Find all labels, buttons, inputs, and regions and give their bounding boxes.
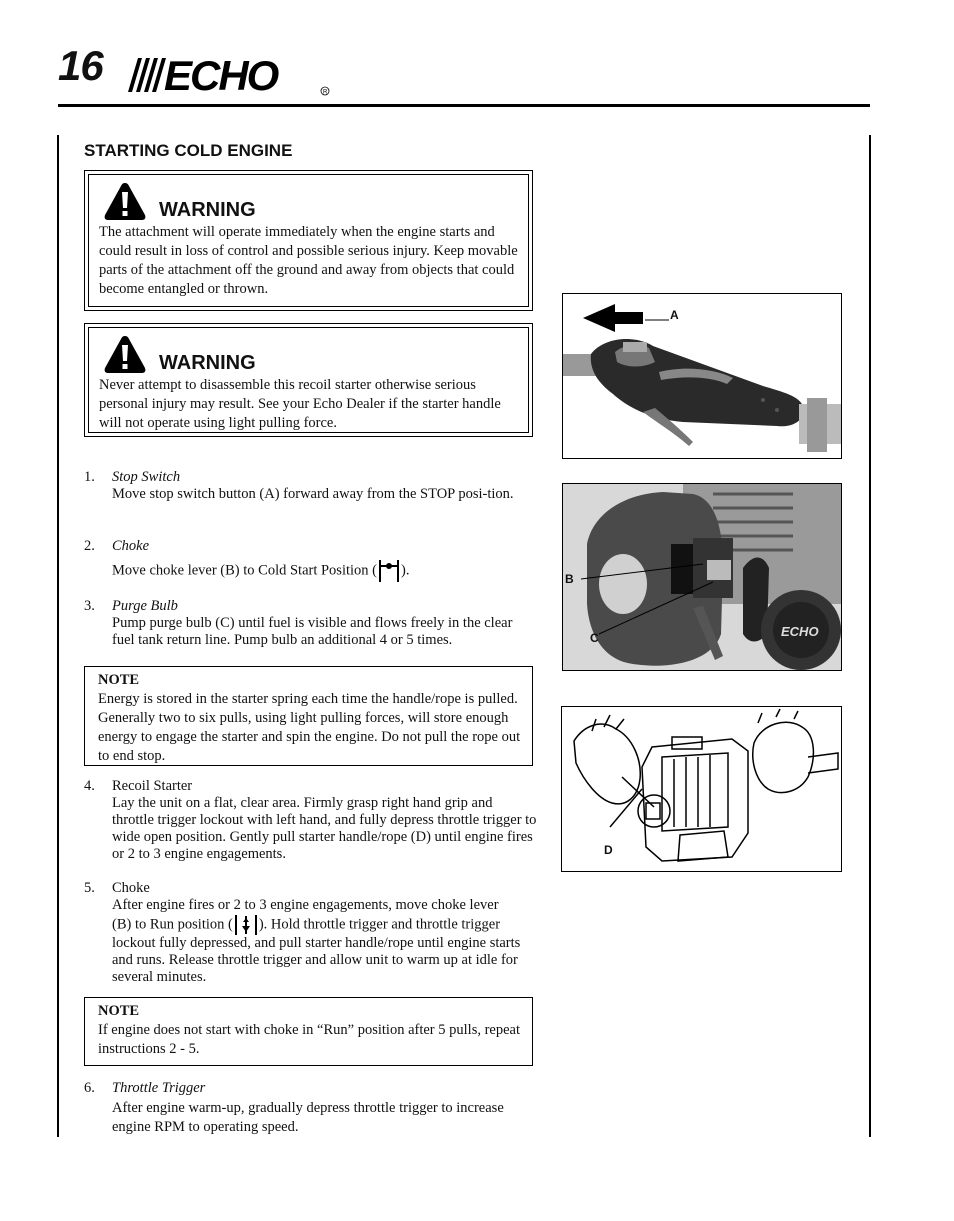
warning-text: The attachment will operate immediately when the engine starts and could result in loss of control and possible serious injury. Keep movable parts of the attachment off the ground and away from objects that could become entangled or thrown. <box>99 224 518 297</box>
warning-triangle-icon <box>103 334 147 374</box>
step-heading: Purge Bulb <box>112 598 178 614</box>
figure-stop-switch <box>562 293 842 459</box>
section-title: STARTING COLD ENGINE <box>84 141 293 160</box>
step-body: Lay the unit on a flat, clear area. Firmly grasp right hand grip and throttle trigger lockout with left hand, and fully depress throttle trigger to wide open position. Gently pull starter handle/rope (D) until engine fires or 2 to 3 engine engagements. <box>112 795 537 862</box>
step-5 <box>84 880 534 990</box>
step-body: Pump purge bulb (C) until fuel is visible and flows freely in the clear fuel tank return line. Pump bulb an additional 4 or 5 times. <box>112 615 513 648</box>
step-2 <box>84 538 534 588</box>
page-number: 16 <box>58 42 103 89</box>
header-rule <box>58 104 870 107</box>
figure-recoil-starter <box>561 706 842 872</box>
note-box-2 <box>84 997 533 1066</box>
step-body: Move stop switch button (A) forward away from the STOP posi-tion. <box>112 486 514 502</box>
step-body-text: ). <box>401 562 410 579</box>
echo-logo-text: ECHO <box>164 52 278 98</box>
step-number: 1. <box>84 469 95 485</box>
step-heading: Stop Switch <box>112 469 181 485</box>
step-body-text: (B) to Run position ( <box>112 916 233 933</box>
note-box-1 <box>84 666 533 766</box>
step-body <box>112 558 537 584</box>
figure-label-a: A <box>670 308 679 322</box>
step-body <box>112 897 537 986</box>
step-heading: Choke <box>112 880 150 896</box>
right-margin-rule <box>869 135 871 1137</box>
step-3 <box>84 598 534 654</box>
engine-choke-purge-illustration <box>563 484 841 670</box>
step-number: 2. <box>84 538 95 554</box>
cold-start-choke-icon <box>377 558 401 584</box>
warning-title: WARNING <box>159 199 256 221</box>
figure-brand-text: ECHO <box>781 624 819 639</box>
step-heading: Throttle Trigger <box>112 1080 206 1096</box>
warning-box-2 <box>84 323 533 437</box>
figure-label-c: C <box>590 631 599 645</box>
warning-box-1 <box>84 170 533 311</box>
step-number: 4. <box>84 778 95 794</box>
step-body: After engine warm-up, gradually depress throttle trigger to increase engine RPM to operating speed. <box>112 1100 504 1135</box>
step-heading: Recoil Starter <box>112 778 193 794</box>
step-body-text: Move choke lever (B) to Cold Start Position ( <box>112 562 377 579</box>
echo-logo <box>124 50 336 98</box>
note-title: NOTE <box>98 672 140 688</box>
step-number: 6. <box>84 1080 95 1096</box>
note-text: Energy is stored in the starter spring each time the handle/rope is pulled. Generally two to six pulls, using light pulling forces, will store enough energy to engage the starter and spin the engine. Do not pull the rope out to end stop. <box>98 691 521 764</box>
step-4 <box>84 778 537 868</box>
step-number: 5. <box>84 880 95 896</box>
step-body-text: After engine fires or 2 to 3 engine engagements, move choke lever <box>112 897 499 913</box>
step-body-text: ). Hold throttle trigger and throttle trigger <box>258 916 501 933</box>
step-number: 3. <box>84 598 95 614</box>
figure-label-d: D <box>604 843 613 857</box>
figure-label-b: B <box>565 572 574 586</box>
figure-choke-purge <box>562 483 842 671</box>
left-margin-rule <box>57 135 59 1137</box>
run-position-icon <box>233 914 259 936</box>
note-text: If engine does not start with choke in “Run” position after 5 pulls, repeat instructions 2 - 5. <box>98 1022 521 1057</box>
svg-text:R: R <box>323 89 328 96</box>
step-body-text: lockout fully depressed, and pull starter handle/rope until engine starts and runs. Release throttle trigger and allow unit to warm up at idle for several minutes. <box>112 935 521 985</box>
note-title: NOTE <box>98 1003 140 1019</box>
warning-title: WARNING <box>159 352 256 374</box>
warning-triangle-icon <box>103 181 147 221</box>
stop-switch-handle-illustration <box>563 294 841 458</box>
step-1 <box>84 469 534 529</box>
step-6 <box>84 1080 544 1140</box>
warning-text: Never attempt to disassemble this recoil starter otherwise serious personal injury may result. See your Echo Dealer if the starter handle will not operate using light pulling force. <box>99 377 501 431</box>
step-heading: Choke <box>112 538 150 554</box>
